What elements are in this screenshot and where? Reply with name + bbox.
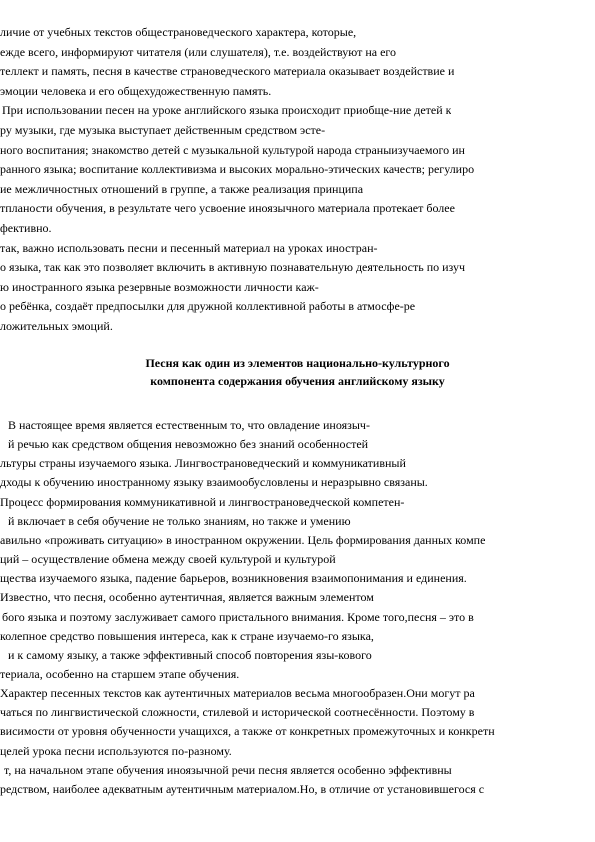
text-line: бого языка и поэтому заслуживает самого пристального внимания. Кроме того,песня – это в — [2, 609, 474, 624]
text-line: В настоящее время является естественным то, что овладение иноязыч- — [8, 418, 370, 432]
text-line: й включает в себя обучение не только знаниям, но также и умению — [8, 513, 351, 528]
text-line: висимости от уровня обученности учащихся, а также от конкретных промежуточных и конкретн — [0, 724, 495, 739]
text-line: ру музыки, где музыка выступает действенным средством эсте- — [0, 123, 326, 137]
text-line: о языка, так как это позволяет включить в активную познавательную деятельность по изуч — [0, 260, 466, 275]
text-line: эмоции человека и его общехудожественную память. — [0, 83, 272, 98]
text-line: Характер песенных текстов как аутентичных материалов весьма многообразен.Они могут ра — [0, 686, 475, 701]
text-line: фективно. — [0, 221, 52, 235]
text-line: авильно «проживать ситуацию» в иностранном окружении. Цель формирования данных компе — [0, 532, 486, 547]
text-line: о ребёнка, создаёт предпосылки для дружной коллективной работы в атмосфе-ре — [0, 299, 416, 314]
text-line: редством, наиболее адекватным аутентичным материалом.Но, в отличие от установившегося с — [0, 781, 485, 796]
text-line: ций – осуществление обмена между своей культурой и культурой — [0, 552, 336, 567]
text-line: целей урока песни используются по-разному. — [0, 743, 232, 758]
text-line: личие от учебных текстов общестрановедческого характера, которые, — [0, 25, 357, 39]
text-line: щества изучаемого языка, падение барьеров, возникновения взаимопонимания и единения. — [0, 571, 467, 586]
text-line: колепное средство повышения интереса, как к стране изучаемо-го языка, — [0, 628, 374, 643]
text-line: дходы к обучению иностранному языку взаимообусловлены и неразрывно связаны. — [0, 475, 428, 490]
text-line: тпланости обучения, в результате чего усвоение иноязычного материала протекает более — [0, 201, 455, 216]
text-line: и к самому языку, а также эффективный способ повторения язы-кового — [8, 647, 372, 662]
text-line: чаться по лингвистической сложности, стилевой и исторической соотнесённости. Поэтому в — [0, 705, 475, 720]
text-line: так, важно использовать песни и песенный материал на уроках иностран- — [0, 240, 378, 255]
text-line: ие межличностных отношений в группе, а также реализация принципа — [0, 181, 364, 196]
text-line: теллект и память, песня в качестве страноведческого материала оказывает воздействие и — [0, 64, 455, 79]
text-line: ранного языка; воспитание коллективизма и высоких морально-этических качеств; регулиро — [0, 162, 475, 177]
text-line: Известно, что песня, особенно аутентичная, является важным элементом — [0, 590, 374, 605]
section-heading-line-2: компонента содержания обучения английскому языку — [150, 374, 445, 388]
text-line: т, на начальном этапе обучения иноязычной речи песня является особенно эффективны — [4, 762, 452, 777]
text-line: ю иностранного языка резервные возможности личности каж- — [0, 279, 319, 294]
text-line: ежде всего, информируют читателя (или слушателя), т.е. воздействуют на его — [0, 44, 397, 59]
text-line: ложительных эмоций. — [0, 319, 113, 333]
text-line: й речью как средством общения невозможно без знаний особенностей — [8, 437, 369, 452]
text-line: териала, особенно на старшем этапе обучения. — [0, 666, 240, 681]
text-line: ного воспитания; знакомство детей с музыкальной культурой народа страныизучаемого ин — [0, 142, 465, 157]
text-line: льтуры страны изучаемого языка. Лингвострановедческий и коммуникативный — [0, 456, 406, 471]
text-line: При использовании песен на уроке английского языка происходит приобще-ние детей к — [2, 103, 452, 118]
text-line: Процесс формирования коммуникативной и лингвострановедческой компетен- — [0, 494, 405, 509]
section-heading-line-1: Песня как один из элементов национально-культурного — [145, 356, 450, 370]
